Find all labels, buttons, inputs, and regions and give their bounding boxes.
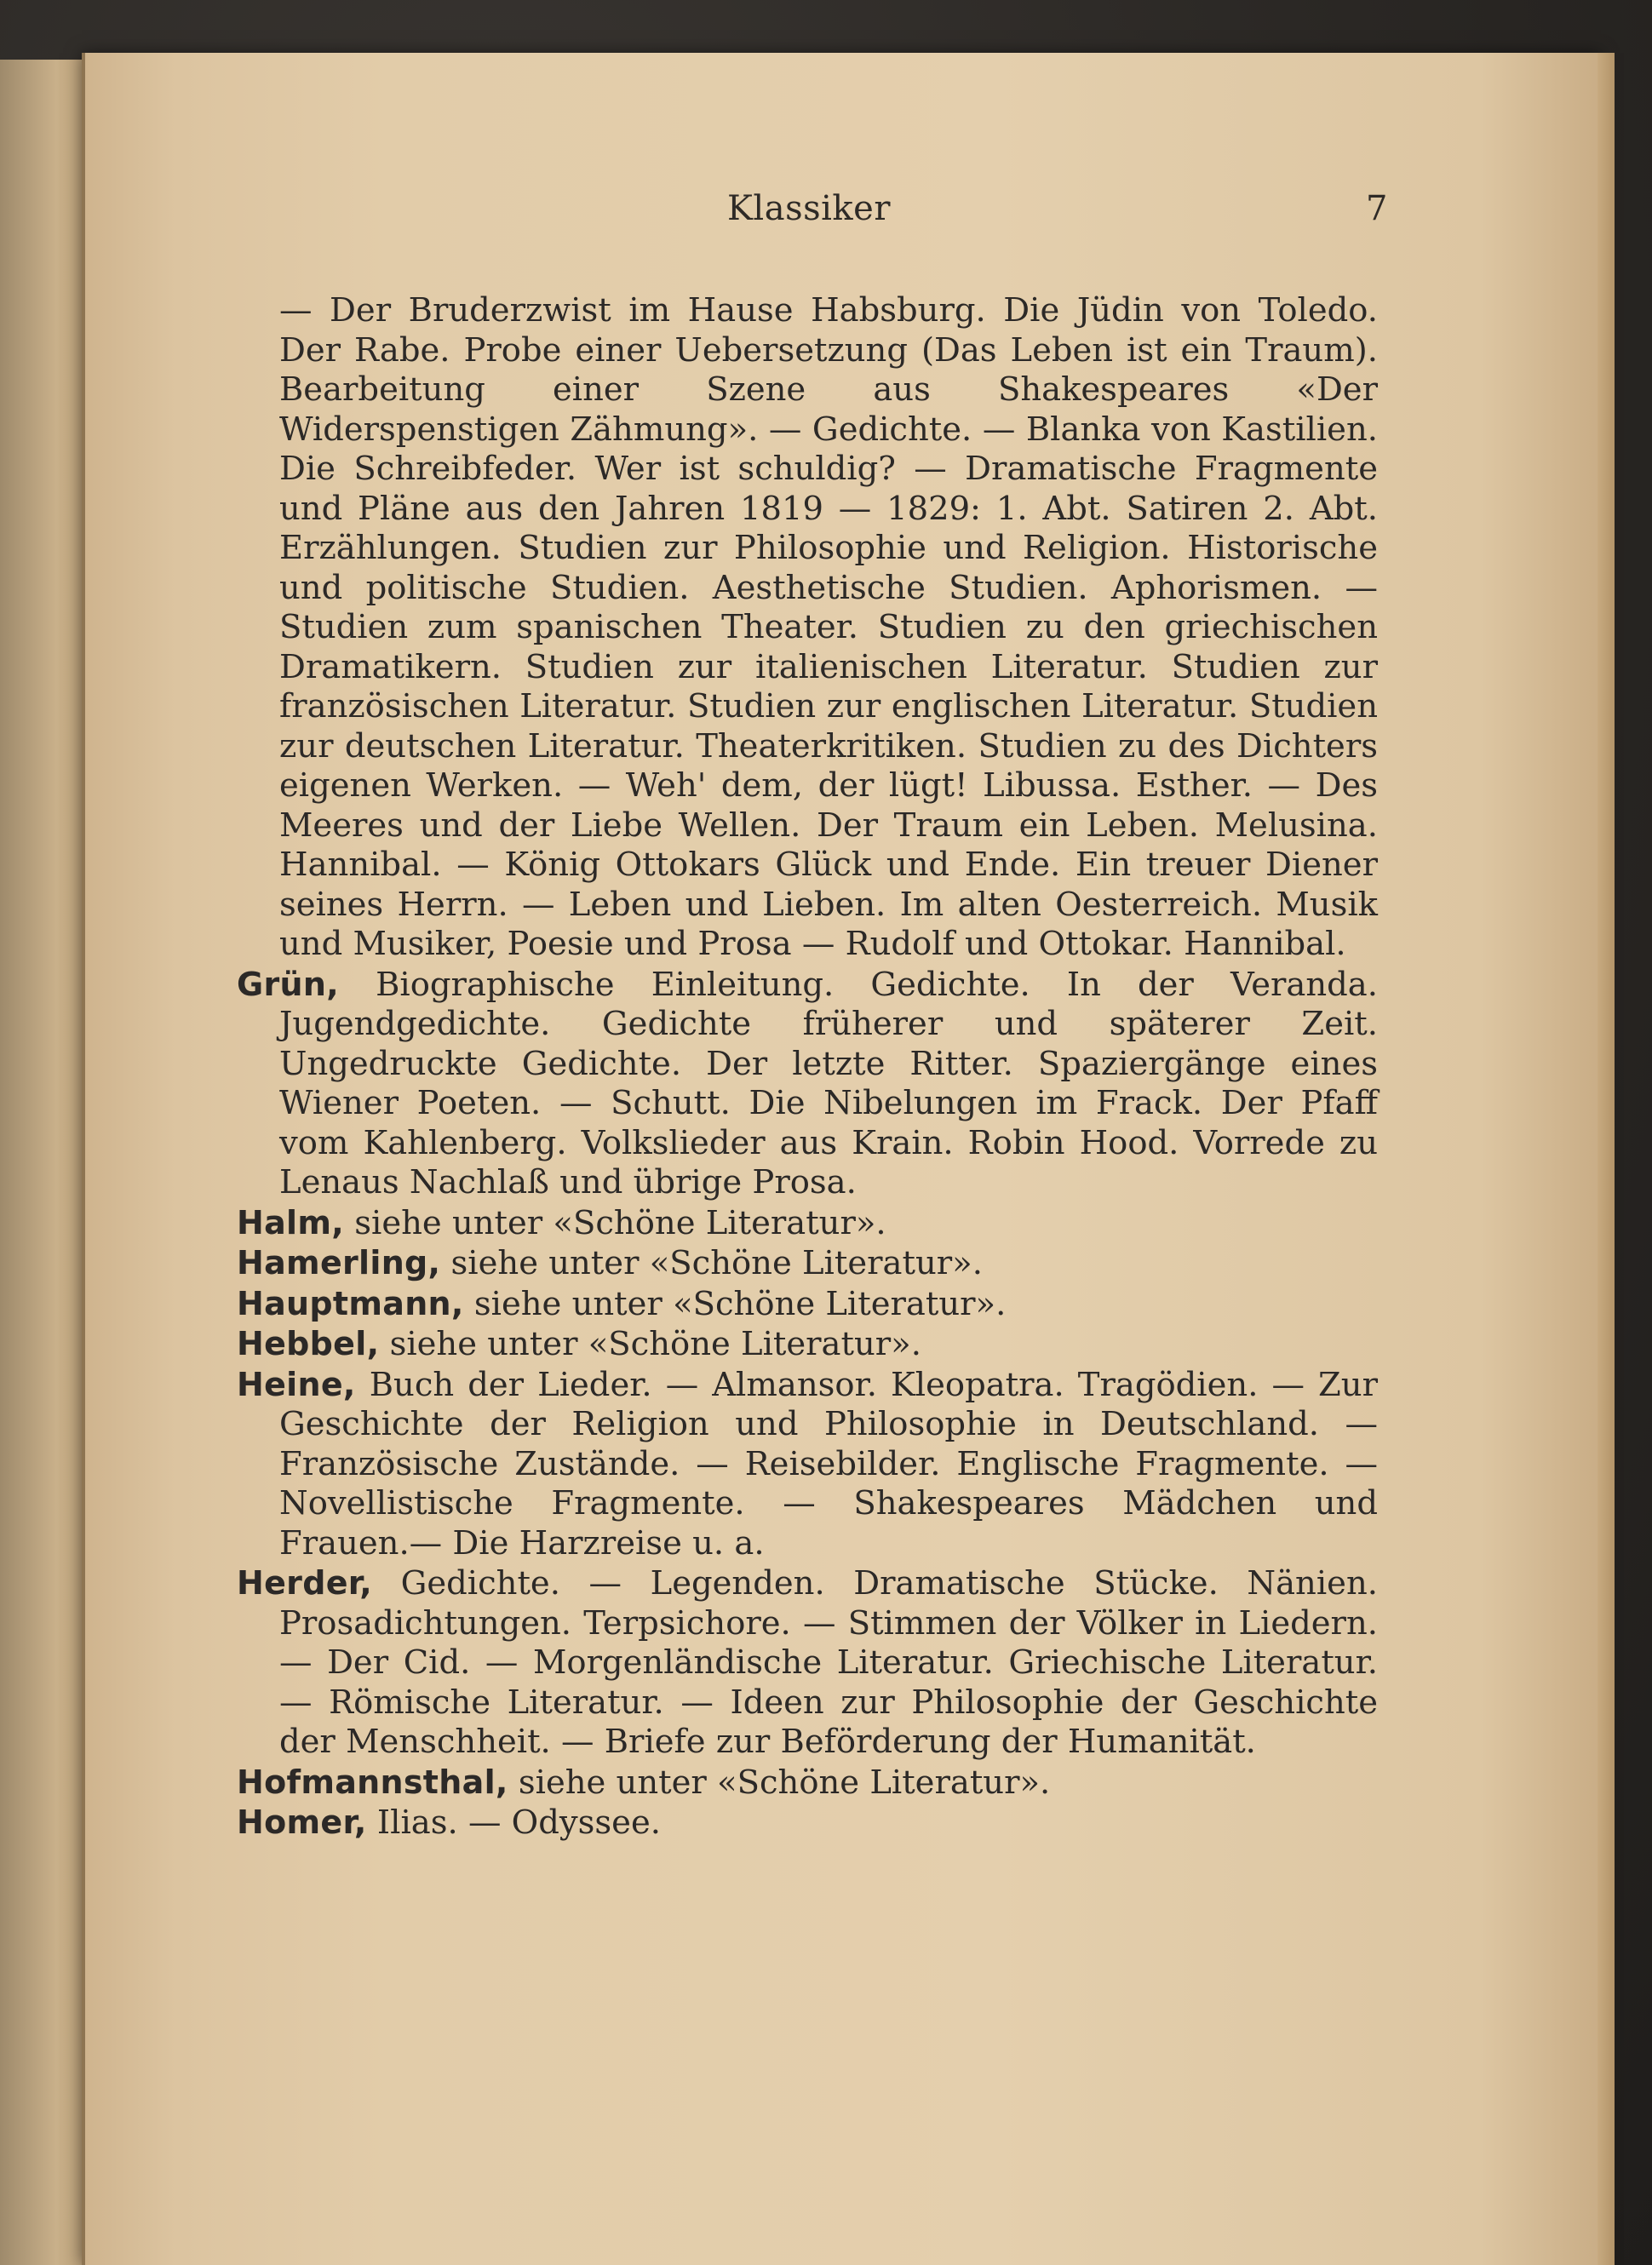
entry-text: siehe unter «Schöne Literatur».	[354, 1203, 886, 1242]
catalog-text	[237, 291, 1378, 1844]
catalog-entry-homer	[237, 1803, 1378, 1844]
page-header	[230, 189, 1388, 240]
author-name: Hauptmann,	[237, 1284, 464, 1322]
catalog-entry-herder	[237, 1563, 1378, 1763]
catalog-entry-halm	[237, 1203, 1378, 1244]
author-name: Hofmannsthal,	[237, 1763, 508, 1801]
entry-text: siehe unter «Schöne Literatur».	[473, 1284, 1007, 1323]
author-name: Halm,	[237, 1203, 345, 1241]
author-name: Hebbel,	[237, 1325, 380, 1362]
page-stack-edge	[1598, 53, 1615, 2265]
author-name: Grün,	[237, 965, 339, 1003]
catalog-entry-hamerling	[237, 1243, 1378, 1284]
author-name: Heine,	[237, 1365, 356, 1403]
entry-text: — Der Bruderzwist im Hause Habsburg. Die Jüdin von Toledo. Der Rabe. Probe einer Uebersetzung (Das Leben ist ein Traum). Bearbeitung einer Szene aus Shakespeares «Der Widerspenstigen Zähmung». — Gedichte. — Blanka von Kastilien. Die Schreibfeder. Wer ist schuldig? — Dramatische Fragmente und Pläne aus den Jahren 1819 — 1829: 1. Abt. Satiren 2. Abt. Erzählungen. Studien zur Philosophie und Religion. Historische und politische Studien. Aesthetische Studien. Aphorismen. — Studien zum spanischen Theater. Studien zu den griechischen Dramatikern. Studien zur italienischen Literatur. Studien zur französischen Literatur. Studien zur englischen Literatur. Studien zur deutschen Literatur. Theaterkritiken. Studien zu des Dichters eigenen Werken. — Weh' dem, der lügt! Libussa. Esther. — Des Meeres und der Liebe Wellen. Der Traum ein Leben. Melusina. Hannibal. — König Ottokars Glück und Ende. Ein treuer Diener seines Herrn. — Leben und Lieben. Im alten Oesterreich. Musik und Musiker, Poesie und Prosa — Rudolf und Ottokar. Hannibal.	[279, 291, 1378, 963]
entry-text: Ilias. — Odyssee.	[376, 1803, 661, 1842]
page-number: 7	[1366, 189, 1388, 228]
author-name: Herder,	[237, 1564, 372, 1602]
running-head: Klassiker	[727, 189, 891, 228]
entry-text: siehe unter «Schöne Literatur».	[389, 1325, 921, 1363]
entry-text: siehe unter «Schöne Literatur».	[450, 1244, 983, 1282]
author-name: Homer,	[237, 1803, 367, 1841]
entry-text: Buch der Lieder. — Almansor. Kleopatra. Tragödien. — Zur Geschichte der Religion und Philosophie in Deutschland. — Französische Zustände. — Reisebilder. Englische Fragmente. — Novellistische Fragmente. — Shakespeares Mädchen und Frauen.— Die Harzreise u. a.	[279, 1365, 1378, 1563]
catalog-entry-grillparzer-continued	[237, 291, 1378, 965]
catalog-entry-hofmannsthal	[237, 1763, 1378, 1803]
catalog-entry-heine	[237, 1365, 1378, 1564]
catalog-entry-gruen	[237, 965, 1378, 1203]
entry-text: Gedichte. — Legenden. Dramatische Stücke. Nänien. Prosadichtungen. Terpsichore. — Stimmen der Völker in Liedern. — Der Cid. — Morgenländische Literatur. Griechische Literatur. — Römische Literatur. — Ideen zur Philosophie der Geschichte der Menschheit. — Briefe zur Beförderung der Humanität.	[279, 1564, 1378, 1761]
entry-text: siehe unter «Schöne Literatur».	[518, 1763, 1051, 1802]
catalog-entry-hebbel	[237, 1324, 1378, 1365]
entry-text: Biographische Einleitung. Gedichte. In der Veranda. Jugendgedichte. Gedichte früherer und späterer Zeit. Ungedruckte Gedichte. Der letzte Ritter. Spaziergänge eines Wiener Poeten. — Schutt. Die Nibelungen im Frack. Der Pfaff vom Kahlenberg. Volkslieder aus Krain. Robin Hood. Vorrede zu Lenaus Nachlaß und übrige Prosa.	[279, 965, 1378, 1201]
catalog-entry-hauptmann	[237, 1284, 1378, 1325]
author-name: Hamerling,	[237, 1244, 441, 1282]
